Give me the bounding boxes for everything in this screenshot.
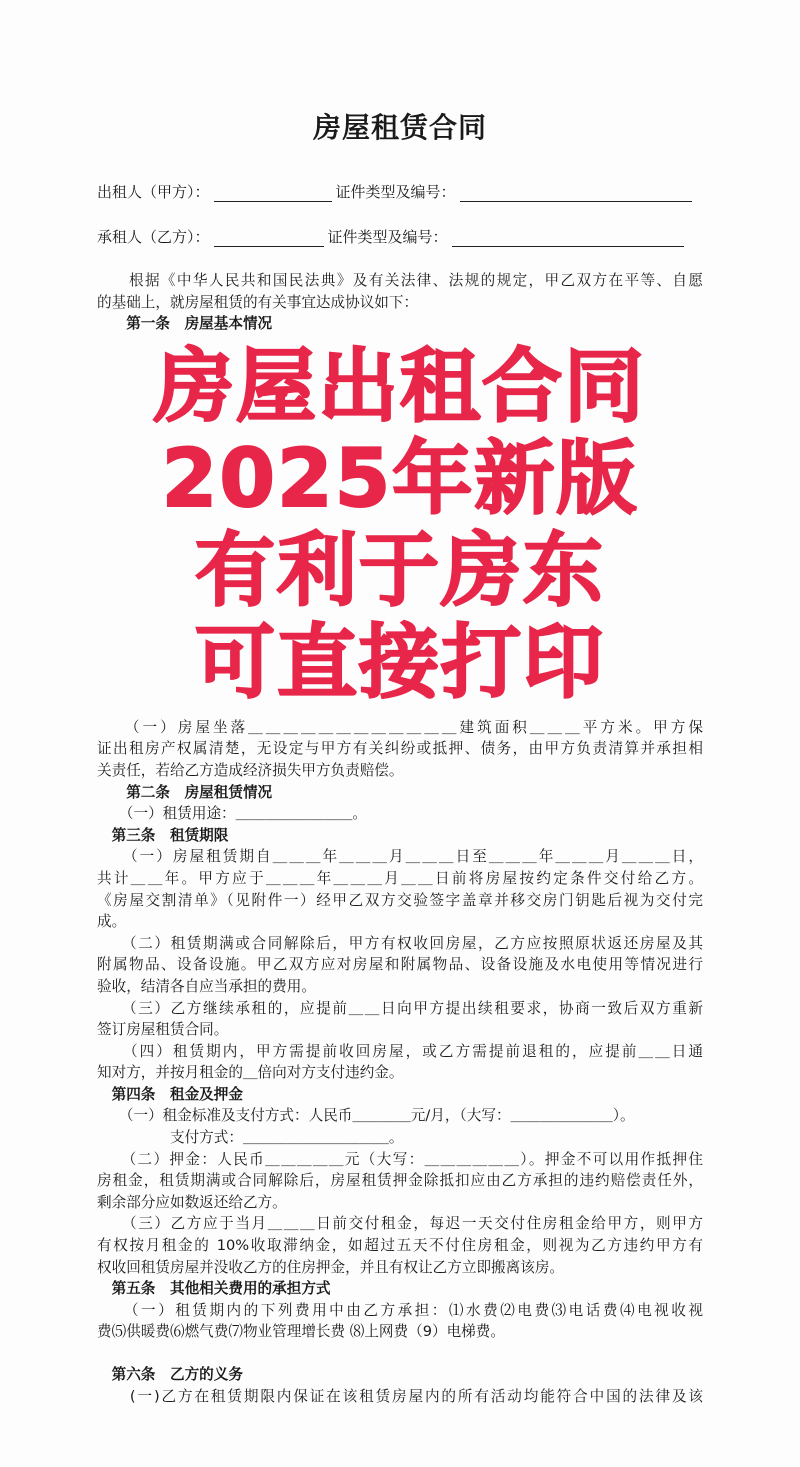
- article-heading: 第一条 房屋基本情况: [97, 315, 273, 333]
- body-line: （一）房屋租赁期自＿＿＿年＿＿＿月＿＿＿日至＿＿＿年＿＿＿月＿＿＿日，: [97, 848, 703, 866]
- article-heading: 第四条 租金及押金: [97, 1085, 243, 1103]
- body-line: （一）房屋坐落＿＿＿＿＿＿＿＿＿＿＿＿建筑面积＿＿＿平方米。甲方保: [97, 718, 703, 736]
- contract-body-articles: [97, 717, 703, 1407]
- body-line: (一)乙方在租赁期限内保证在该租赁房屋内的所有活动均能符合中国的法律及该: [97, 1387, 703, 1405]
- contract-body-intro: [97, 270, 703, 335]
- body-line: （四）租赁期内，甲方需提前收回房屋，或乙方需提前退租的，应提前＿＿日通: [97, 1042, 703, 1060]
- lessee-row: [97, 225, 703, 247]
- lessee-label: 承租人（乙方）：: [97, 228, 210, 246]
- lessor-row: [97, 180, 703, 202]
- body-line: 附属物品、设备设施。甲乙双方应对房屋和附属物品、设备设施及水电使用等情况进行: [97, 956, 703, 974]
- lessor-id-blank[interactable]: [460, 187, 692, 202]
- lessee-id-blank[interactable]: [452, 232, 684, 247]
- contract-title: 房屋租赁合同: [312, 111, 487, 144]
- lessee-name-blank[interactable]: [214, 232, 324, 247]
- article-heading: 第二条 房屋租赁情况: [97, 783, 273, 801]
- body-line: （一）租赁期内的下列费用中由乙方承担：⑴水费⑵电费⑶电话费⑷电视收视: [97, 1301, 703, 1319]
- body-line: 签订房屋租赁合同。: [97, 1021, 229, 1039]
- body-line: 成。: [97, 913, 127, 931]
- article-heading: 第六条 乙方的义务: [97, 1366, 243, 1383]
- overlay-line-1: 房屋出租合同: [154, 339, 646, 433]
- article-heading: 第五条 其他相关费用的承担方式: [97, 1280, 331, 1298]
- body-line: 关责任，若给乙方造成经济损失甲方负责赔偿。: [97, 761, 404, 779]
- lessor-name-blank[interactable]: [214, 187, 332, 202]
- body-line: 权收回租赁房屋并没收乙方的住房押金，并且有权让乙方立即搬离该房。: [97, 1258, 565, 1276]
- overlay-line-2: 2025年新版: [161, 431, 639, 525]
- lessor-label: 出租人（甲方）：: [97, 183, 210, 201]
- body-line: 费⑸供暖费⑹燃气费⑺物业管理增长费 ⑻上网费（9）电梯费。: [97, 1323, 505, 1341]
- body-line: （三）乙方继续承租的，应提前＿＿日向甲方提出续租要求，协商一致后双方重新: [97, 999, 703, 1017]
- body-line: （一）租金标准及支付方式：人民币＿＿＿＿元/月，（大写：＿＿＿＿＿＿＿）。: [97, 1107, 635, 1125]
- lessee-id-label: 证件类型及编号：: [327, 228, 448, 246]
- spacer: [97, 1343, 703, 1364]
- article-heading: 第三条 租赁期限: [97, 826, 229, 844]
- promo-overlay: [97, 341, 703, 709]
- body-line: （一）租赁用途：＿＿＿＿＿＿＿＿。: [97, 805, 367, 823]
- body-line: 验收，结清各自应当承担的费用。: [97, 977, 316, 995]
- contract-body: [97, 270, 703, 1407]
- body-line: （二）租赁期满或合同解除后，甲方有权收回房屋，乙方应按照原状返还房屋及其: [97, 934, 703, 952]
- body-line: 知对方，并按月租金的＿倍向对方支付违约金。: [97, 1064, 404, 1082]
- body-line: 根据《中华人民共和国民法典》及有关法律、法规的规定，甲乙双方在平等、自愿: [97, 272, 703, 289]
- overlay-line-4: 可直接打印: [195, 615, 605, 709]
- body-line: 的基础上，就房屋租赁的有关事宜达成协议如下：: [97, 293, 419, 311]
- lessor-id-label: 证件类型及编号：: [335, 183, 456, 201]
- overlay-line-3: 有利于房东: [195, 523, 605, 617]
- body-line: 《房屋交割清单》（见附件一）经甲乙双方交验签字盖章并移交房门钥匙后视为交付完: [97, 891, 703, 909]
- body-line: 共计＿＿年。甲方应于＿＿＿年＿＿＿月＿＿日前将房屋按约定条件交付给乙方。: [97, 869, 703, 887]
- body-line: （三）乙方应于当月＿＿＿日前交付租金，每迟一天交付住房租金给甲方，则甲方: [97, 1215, 703, 1233]
- body-line: 支付方式：＿＿＿＿＿＿＿＿＿＿。: [97, 1129, 404, 1147]
- body-line: 有权按月租金的 10%收取滞纳金，如超过五天不付住房租金，则视为乙方违约甲方有: [97, 1237, 703, 1255]
- body-line: （二）押金：人民币＿＿＿＿＿元（大写：＿＿＿＿＿＿）。押金不可以用作抵押住: [97, 1150, 703, 1168]
- body-line: 剩余部分应如数返还给乙方。: [97, 1193, 287, 1211]
- body-line: 证出租房产权属清楚，无设定与甲方有关纠纷或抵押、债务，由甲方负责清算并承担相: [97, 740, 703, 758]
- body-line: 房租金，租赁期满或合同解除后，房屋租赁押金除抵扣应由乙方承担的违约赔偿责任外，: [97, 1172, 703, 1190]
